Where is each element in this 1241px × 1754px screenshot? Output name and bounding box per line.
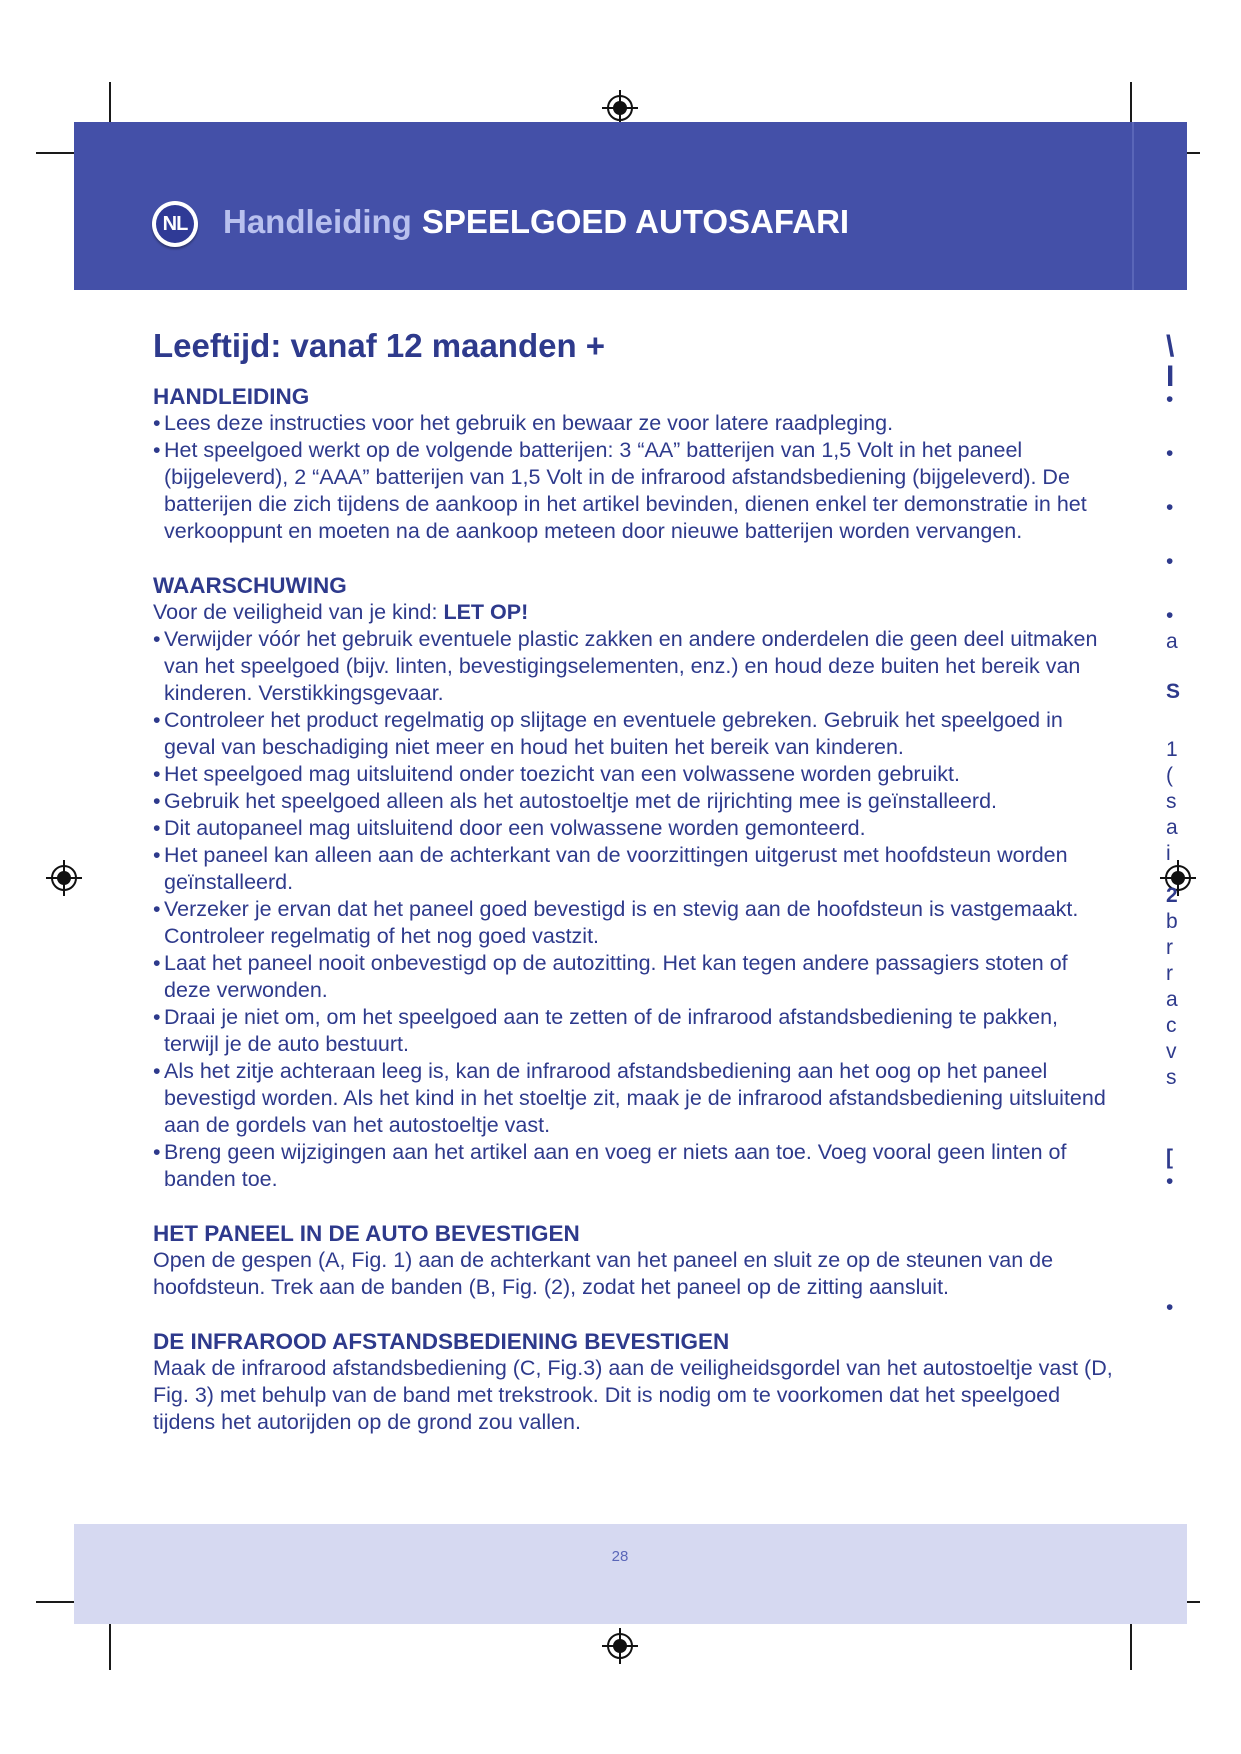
edge-char: •	[1166, 442, 1174, 465]
header-title-bold: SPEELGOED AUTOSAFARI	[421, 203, 850, 240]
edge-char: •	[1166, 550, 1174, 573]
panel-text: Open de gespen (A, Fig. 1) aan de achterkant van het paneel en sluit ze op de steunen van de hoofdsteun. Trek aan de banden (B, Fig. (2), zodat het paneel op de zitting aansluit.	[153, 1248, 1054, 1299]
list-item: • Verzeker je ervan dat het paneel goed bevestigd is en stevig aan de hoofdsteun is vastgemaakt. Controleer regelmatig of het nog goed vastzit.	[153, 896, 1113, 950]
edge-char: \	[1166, 330, 1175, 363]
edge-char: a	[1166, 630, 1178, 653]
list-item: • Het speelgoed werkt op de volgende batterijen: 3 “AA” batterijen van 1,5 Volt in het paneel (bijgeleverd), 2 “AAA” batterijen van 1,5 Volt in de infrarood afstandsbediening (bijgeleverd). De batterijen die zich tijdens de aankoop in het artikel bevinden, dienen enkel ter demonstratie in het verkooppunt en moeten na de aankoop meteen door nieuwe batterijen worden vervangen.	[153, 437, 1113, 545]
remote-text: Maak de infrarood afstandsbediening (C, Fig.3) aan de veiligheidsgordel van het autostoeltje vast (D, Fig. 3) met behulp van de band met trekstrook. Dit is nodig om te voorkomen dat het speelgoed tijdens het autorijden op de grond zou vallen.	[153, 1356, 1113, 1434]
registration-mark-right-icon	[1158, 858, 1198, 898]
edge-char: v	[1166, 1040, 1177, 1063]
list-item: • Breng geen wijzigingen aan het artikel aan en voeg er niets aan toe. Voeg vooral geen linten of banden toe.	[153, 1139, 1113, 1193]
edge-char: b	[1166, 910, 1178, 933]
edge-char: i	[1166, 842, 1171, 865]
main-content	[153, 326, 1113, 1436]
list-item: • Dit autopaneel mag uitsluitend door een volwassene worden gemonteerd.	[153, 815, 1113, 842]
warning-intro-text: Voor de veiligheid van je kind:	[153, 600, 444, 624]
edge-char: (	[1166, 764, 1173, 787]
edge-char: c	[1166, 1014, 1177, 1037]
edge-char: r	[1166, 936, 1173, 959]
list-item: • Het paneel kan alleen aan de achterkant van de voorzittingen uitgerust met hoofdsteun worden geïnstalleerd.	[153, 842, 1113, 896]
section-title-panel: HET PANEEL IN DE AUTO BEVESTIGEN	[153, 1221, 580, 1246]
edge-char: r	[1166, 962, 1173, 985]
list-item: • Als het zitje achteraan leeg is, kan de infrarood afstandsbediening aan het oog op het paneel bevestigd worden. Als het kind in het stoeltje zit, maak je de infrarood afstandsbediening uitsluitend aan de gordels van het autostoeltje vast.	[153, 1058, 1113, 1139]
edge-char: s	[1166, 1066, 1177, 1089]
list-item: • Het speelgoed mag uitsluitend onder toezicht van een volwassene worden gebruikt.	[153, 761, 1113, 788]
crop-mark-bottom-right-v	[1130, 1618, 1132, 1670]
section-title-remote: DE INFRAROOD AFSTANDSBEDIENING BEVESTIGEN	[153, 1329, 730, 1354]
edge-char: 2	[1166, 884, 1178, 907]
list-item: • Controleer het product regelmatig op slijtage en eventuele gebreken. Gebruik het speelgoed in geval van beschadiging niet meer en houd het buiten het bereik van kinderen.	[153, 707, 1113, 761]
edge-char: S	[1166, 680, 1181, 703]
registration-mark-bottom-icon	[600, 1626, 640, 1666]
warning-intro	[153, 599, 1113, 626]
crop-mark-bottom-left-v	[109, 1618, 111, 1670]
warning-intro-bold: LET OP!	[443, 600, 529, 624]
list-item: • Gebruik het speelgoed alleen als het autostoeltje met de rijrichting mee is geïnstalleerd.	[153, 788, 1113, 815]
page-number: 28	[611, 1548, 629, 1565]
edge-char: •	[1166, 1296, 1174, 1319]
fold-line	[1132, 122, 1134, 290]
warning-list	[153, 626, 1113, 1193]
list-item: • Verwijder vóór het gebruik eventuele plastic zakken en andere onderdelen die geen deel uitmaken van het speelgoed (bijv. linten, bevestigingselementen, enz.) en houd deze buiten het bereik van kinderen. Verstikkingsgevaar.	[153, 626, 1113, 707]
edge-char: s	[1166, 790, 1177, 813]
edge-char: [	[1166, 1146, 1173, 1169]
language-badge	[152, 201, 198, 247]
handleiding-list	[153, 410, 1113, 545]
edge-char: a	[1166, 988, 1178, 1011]
registration-mark-left-icon	[44, 858, 84, 898]
list-item: • Laat het paneel nooit onbevestigd op de autozitting. Het kan tegen andere passagiers stoten of deze verwonden.	[153, 950, 1113, 1004]
header-title-light: Handleiding	[223, 203, 412, 240]
edge-char: I	[1166, 360, 1175, 393]
edge-char: a	[1166, 816, 1178, 839]
header-title	[223, 203, 849, 241]
footer-band	[74, 1524, 1187, 1624]
edge-char: •	[1166, 604, 1174, 627]
section-title-warning: WAARSCHUWING	[153, 573, 347, 598]
edge-char: 1	[1166, 738, 1178, 761]
list-item: • Draai je niet om, om het speelgoed aan te zetten of de infrarood afstandsbediening te pakken, terwijl je de auto bestuurt.	[153, 1004, 1113, 1058]
edge-char: •	[1166, 1170, 1174, 1193]
list-item: • Lees deze instructies voor het gebruik en bewaar ze voor latere raadpleging.	[153, 410, 1113, 437]
language-badge-label: NL	[156, 205, 194, 243]
edge-char: •	[1166, 496, 1174, 519]
edge-char: •	[1166, 388, 1174, 411]
age-heading: Leeftijd: vanaf 12 maanden +	[153, 327, 606, 364]
section-title-handleiding: HANDLEIDING	[153, 384, 310, 409]
